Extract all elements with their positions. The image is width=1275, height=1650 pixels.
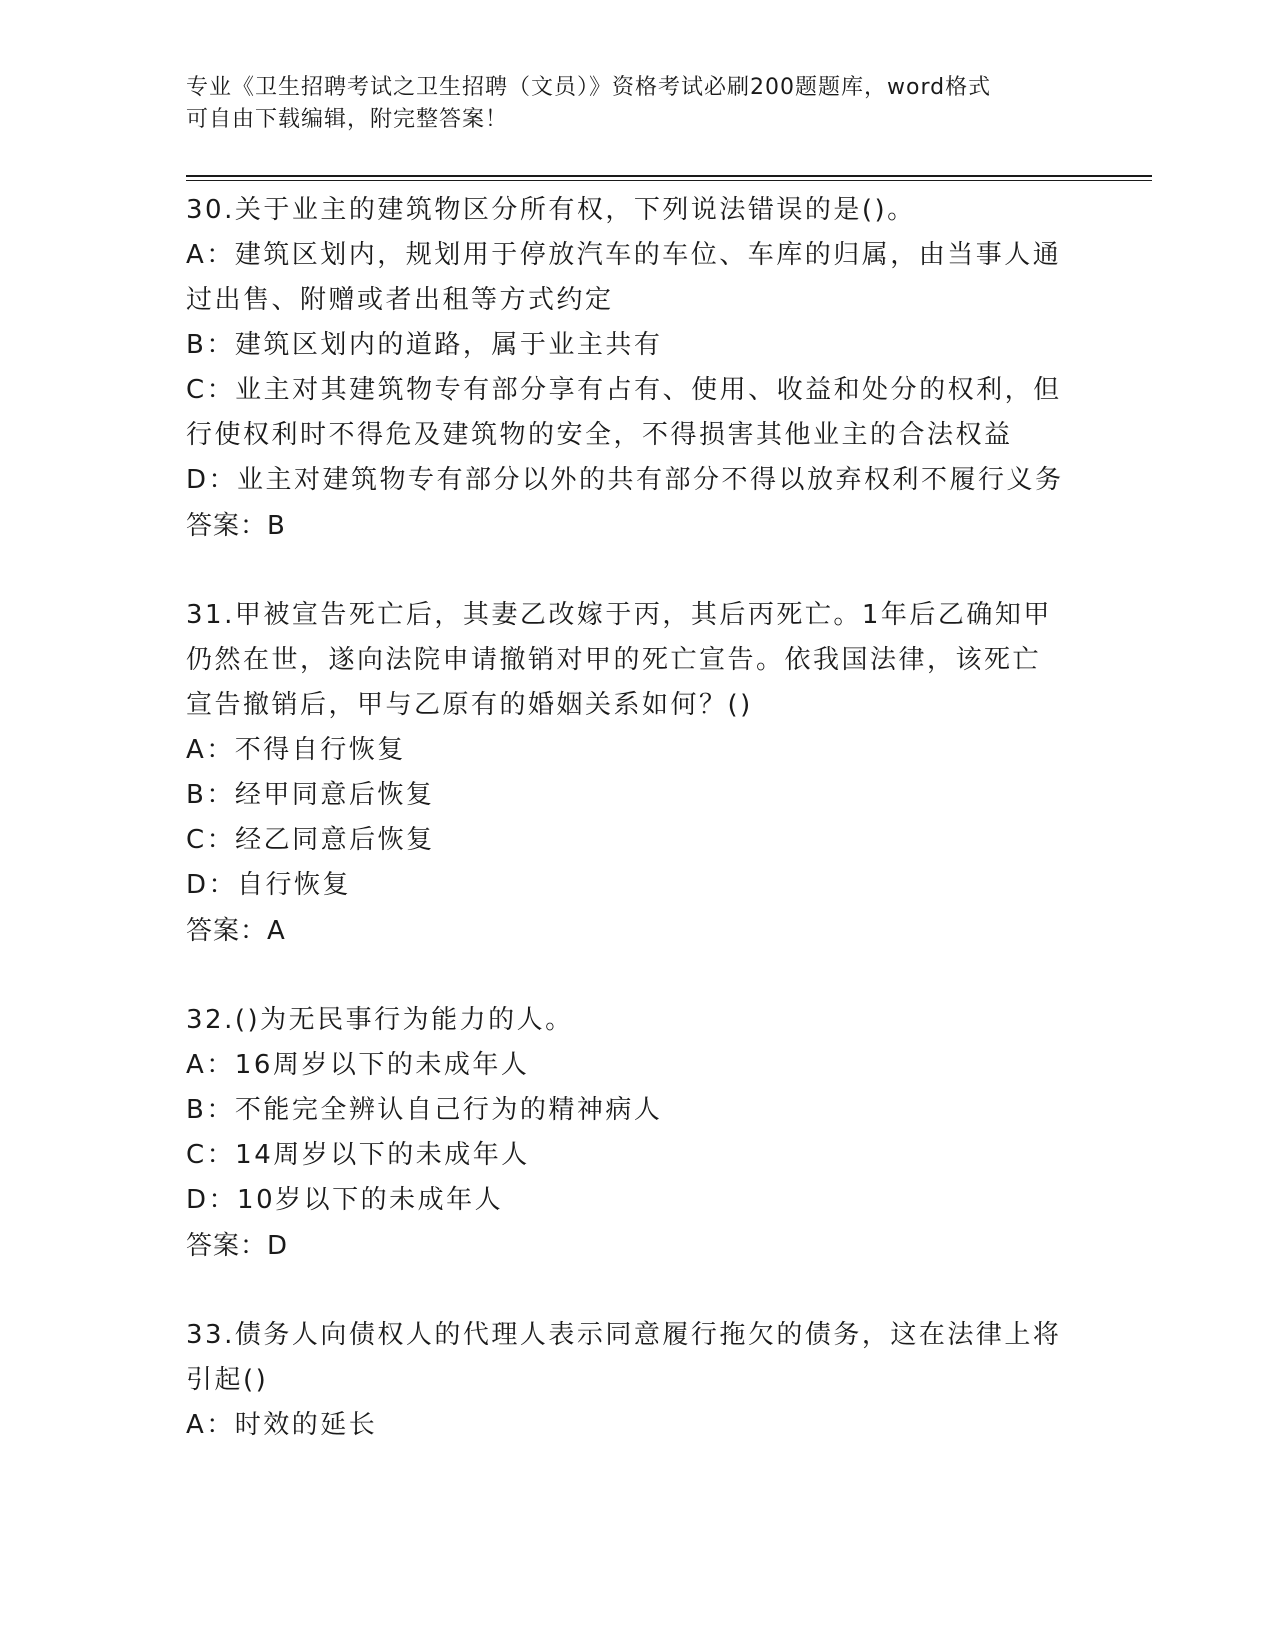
option-a: A：16周岁以下的未成年人 <box>186 1050 530 1080</box>
option-a-line-1: A：建筑区划内，规划用于停放汽车的车位、车库的归属，由当事人通 <box>186 240 1062 270</box>
option-b: B：建筑区划内的道路，属于业主共有 <box>186 330 663 360</box>
answer-value: A <box>267 916 286 946</box>
option-d: D：业主对建筑物专有部分以外的共有部分不得以放弃权利不履行义务 <box>186 465 1064 495</box>
option-a: A：时效的延长 <box>186 1410 378 1440</box>
option-c-line-2: 行使权利时不得危及建筑物的安全，不得损害其他业主的合法权益 <box>186 420 1013 450</box>
question-32 <box>186 998 1076 1269</box>
header-line-1: 专业《卫生招聘考试之卫生招聘（文员）》资格考试必刷200题题库，word格式 <box>186 75 992 100</box>
question-30 <box>186 188 1076 549</box>
question-stem-line: 33.债务人向债权人的代理人表示同意履行拖欠的债务，这在法律上将 <box>186 1320 1062 1350</box>
answer-label: 答案： <box>186 511 268 541</box>
option-c-line-1: C：业主对其建筑物专有部分享有占有、使用、收益和处分的权利，但 <box>186 375 1062 405</box>
answer-label: 答案： <box>186 1231 268 1261</box>
answer-value: D <box>267 1231 289 1261</box>
option-b: B：经甲同意后恢复 <box>186 780 435 810</box>
answer <box>186 908 1076 954</box>
option-c: C：14周岁以下的未成年人 <box>186 1140 530 1170</box>
header-divider-thick <box>186 175 1152 177</box>
option-d: D：自行恢复 <box>186 870 352 900</box>
option-c: C：经乙同意后恢复 <box>186 825 435 855</box>
question-stem-line: 引起() <box>186 1365 269 1395</box>
answer-label: 答案： <box>186 916 268 946</box>
question-list <box>186 188 1076 1492</box>
question-stem-line: 宣告撤销后，甲与乙原有的婚姻关系如何？() <box>186 690 753 720</box>
header-divider-thin <box>186 180 1152 181</box>
answer-value: B <box>267 511 286 541</box>
question-stem-line: 31.甲被宣告死亡后，其妻乙改嫁于丙，其后丙死亡。1年后乙确知甲 <box>186 600 1052 630</box>
document-header <box>186 72 1066 136</box>
question-stem-line: 32.()为无民事行为能力的人。 <box>186 1005 574 1035</box>
option-d: D：10岁以下的未成年人 <box>186 1185 504 1215</box>
header-line-2: 可自由下载编辑，附完整答案！ <box>186 107 509 132</box>
question-31 <box>186 593 1076 954</box>
question-stem-line: 仍然在世，遂向法院申请撤销对甲的死亡宣告。依我国法律，该死亡 <box>186 645 1042 675</box>
answer <box>186 503 1076 549</box>
option-a-line-2: 过出售、附赠或者出租等方式约定 <box>186 285 614 315</box>
question-stem-line: 30.关于业主的建筑物区分所有权，下列说法错误的是()。 <box>186 195 916 225</box>
answer <box>186 1223 1076 1269</box>
option-a: A：不得自行恢复 <box>186 735 406 765</box>
option-b: B：不能完全辨认自己行为的精神病人 <box>186 1095 663 1125</box>
question-33 <box>186 1313 1076 1448</box>
